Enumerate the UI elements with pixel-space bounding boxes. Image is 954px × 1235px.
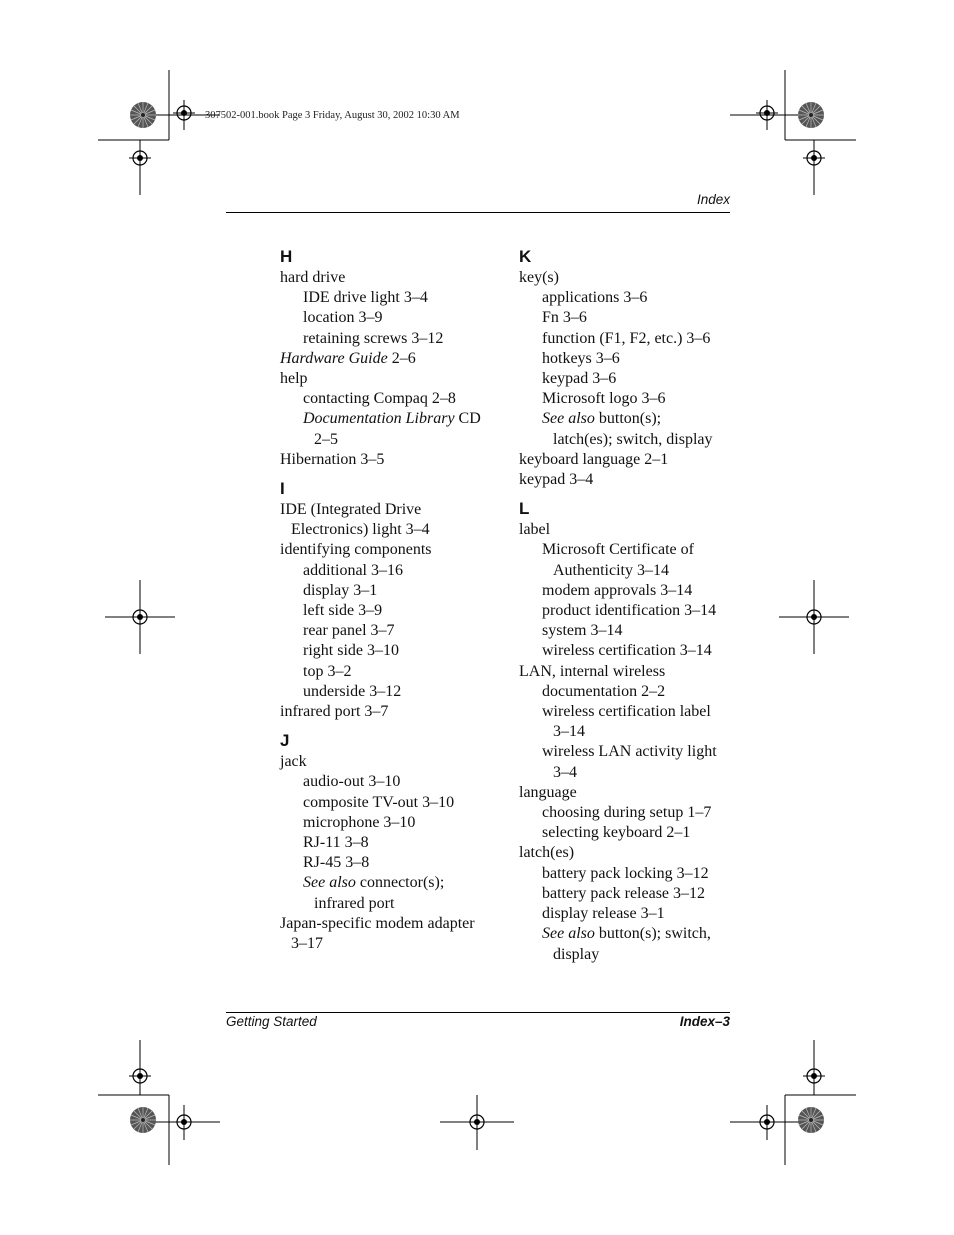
see-also-label: See also xyxy=(542,410,595,428)
index-subentry xyxy=(519,409,735,429)
see-also-label: See also xyxy=(303,874,356,892)
index-subentry: Microsoft Certificate of xyxy=(542,541,694,559)
entry-text: button(s); switch, xyxy=(594,925,711,943)
index-subentry: rear panel 3–7 xyxy=(303,622,395,640)
index-entry: hard drive xyxy=(280,269,346,286)
footer-book-title: Getting Started xyxy=(226,1014,317,1029)
index-entry: LAN, internal wireless xyxy=(519,662,666,680)
section-letter-l: L xyxy=(519,499,530,519)
index-subentry: product identification 3–14 xyxy=(542,602,717,620)
header-rule xyxy=(226,212,730,213)
index-subentry: right side 3–10 xyxy=(303,642,399,660)
index-subentry: location 3–9 xyxy=(303,309,383,327)
index-entry: language xyxy=(519,783,577,801)
index-entry: help xyxy=(280,370,308,388)
index-subentry: IDE drive light 3–4 xyxy=(303,289,428,307)
index-subentry: documentation 2–2 xyxy=(542,682,666,700)
index-subentry: selecting keyboard 2–1 xyxy=(542,824,691,842)
index-subentry: system 3–14 xyxy=(542,622,623,640)
index-subentry: left side 3–9 xyxy=(303,602,383,620)
index-subentry-continued: latch(es); switch, display xyxy=(553,430,713,448)
index-entry: infrared port 3–7 xyxy=(280,703,389,721)
index-subentry: keypad 3–6 xyxy=(542,370,617,388)
index-subentry: display 3–1 xyxy=(303,581,378,599)
entry-text: CD xyxy=(454,410,481,428)
index-subentry-continued: 3–14 xyxy=(553,723,585,741)
index-entry-continued: 3–17 xyxy=(291,935,323,953)
index-subentry xyxy=(519,924,735,944)
index-entry-continued: Electronics) light 3–4 xyxy=(291,521,430,539)
index-subentry-continued: 3–4 xyxy=(553,763,577,781)
index-subentry-continued: infrared port xyxy=(314,894,395,912)
index-entry: jack xyxy=(280,753,307,771)
index-subentry xyxy=(280,409,496,429)
index-entry xyxy=(280,349,496,369)
entry-text: button(s); xyxy=(594,410,662,428)
index-subentry: top 3–2 xyxy=(303,662,352,680)
index-entry: latch(es) xyxy=(519,844,575,862)
index-subentry: display release 3–1 xyxy=(542,905,665,923)
index-subentry: composite TV-out 3–10 xyxy=(303,793,455,811)
index-entry: IDE (Integrated Drive xyxy=(280,501,422,519)
footer-page-number: Index–3 xyxy=(679,1014,730,1029)
index-subentry: applications 3–6 xyxy=(542,289,648,307)
index-subentry: battery pack release 3–12 xyxy=(542,884,706,902)
page-ref: 2–6 xyxy=(387,349,416,367)
index-column-right xyxy=(519,246,735,965)
section-letter-h: H xyxy=(280,247,293,266)
running-head: Index xyxy=(696,192,730,207)
entry-text: connector(s); xyxy=(355,874,445,892)
section-letter-k: K xyxy=(519,247,532,266)
index-subentry: RJ-11 3–8 xyxy=(303,834,369,852)
index-subentry: wireless LAN activity light xyxy=(542,743,717,761)
index-entry: Hibernation 3–5 xyxy=(280,450,385,468)
index-subentry xyxy=(280,873,496,893)
index-entry: key(s) xyxy=(519,269,559,286)
index-subentry: contacting Compaq 2–8 xyxy=(303,390,456,408)
index-subentry: choosing during setup 1–7 xyxy=(542,804,712,822)
index-entry: keyboard language 2–1 xyxy=(519,450,669,468)
see-also-label: See also xyxy=(542,925,595,943)
index-subentry: Microsoft logo 3–6 xyxy=(542,390,666,408)
index-entry: Japan-specific modem adapter xyxy=(280,914,475,932)
footer-rule xyxy=(226,1012,730,1013)
index-subentry: microphone 3–10 xyxy=(303,813,416,831)
index-subentry-continued: 2–5 xyxy=(314,430,338,448)
index-entry: keypad 3–4 xyxy=(519,471,594,489)
index-subentry: wireless certification label xyxy=(542,703,711,721)
index-subentry-continued: display xyxy=(553,945,600,963)
print-info: 307502-001.book Page 3 Friday, August 30, 2002 10:30 AM xyxy=(205,110,460,121)
index-subentry: underside 3–12 xyxy=(303,682,402,700)
book-title: Documentation Library xyxy=(303,410,455,428)
index-column-left xyxy=(280,246,496,954)
index-subentry: battery pack locking 3–12 xyxy=(542,864,709,882)
index-subentry: wireless certification 3–14 xyxy=(542,642,712,660)
book-title: Hardware Guide xyxy=(280,349,388,367)
index-entry: label xyxy=(519,521,551,539)
index-subentry: Fn 3–6 xyxy=(542,309,587,327)
index-subentry: retaining screws 3–12 xyxy=(303,329,444,347)
index-subentry: modem approvals 3–14 xyxy=(542,581,693,599)
index-subentry: audio-out 3–10 xyxy=(303,773,401,791)
index-subentry-continued: Authenticity 3–14 xyxy=(553,561,669,579)
index-subentry: additional 3–16 xyxy=(303,561,403,579)
index-subentry: hotkeys 3–6 xyxy=(542,349,620,367)
index-entry: identifying components xyxy=(280,541,432,559)
index-subentry: function (F1, F2, etc.) 3–6 xyxy=(542,329,711,347)
index-subentry: RJ-45 3–8 xyxy=(303,854,370,872)
section-letter-i: I xyxy=(280,479,285,499)
section-letter-j: J xyxy=(280,731,290,751)
